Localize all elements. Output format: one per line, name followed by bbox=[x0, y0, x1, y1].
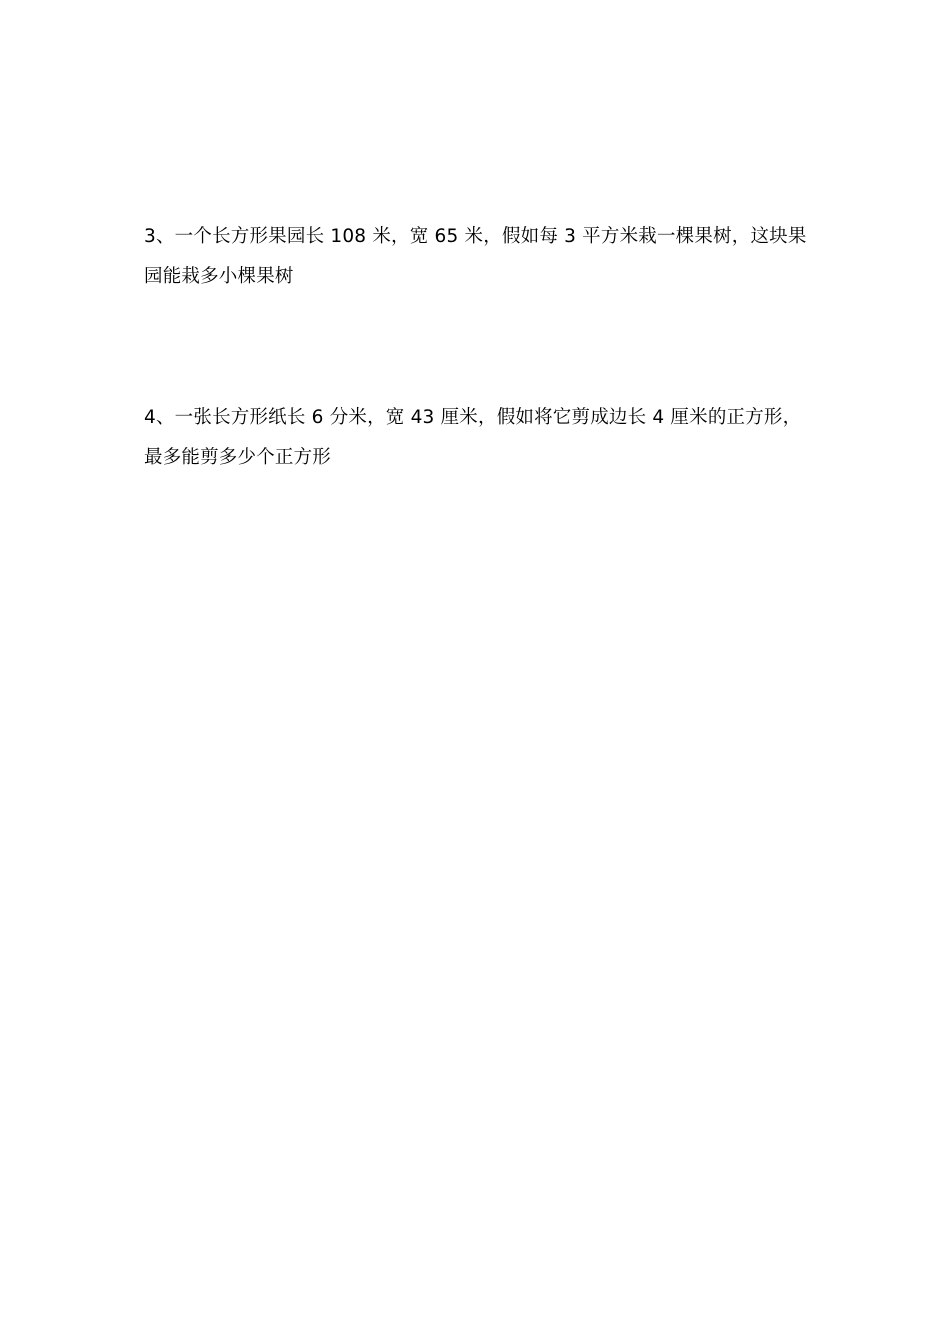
problem-text-line: 4、一张长方形纸长 6 分米，宽 43 厘米，假如将它剪成边长 4 厘米的正方形， bbox=[144, 407, 802, 428]
word-problem-4 bbox=[144, 398, 824, 478]
problem-text-line: 3、一个长方形果园长 108 米，宽 65 米，假如每 3 平方米栽一棵果树，这块果 bbox=[144, 226, 807, 247]
problem-text-line: 最多能剪多少个正方形 bbox=[144, 447, 332, 468]
problem-text-line: 园能栽多小棵果树 bbox=[144, 266, 294, 287]
word-problem-3 bbox=[144, 217, 824, 297]
